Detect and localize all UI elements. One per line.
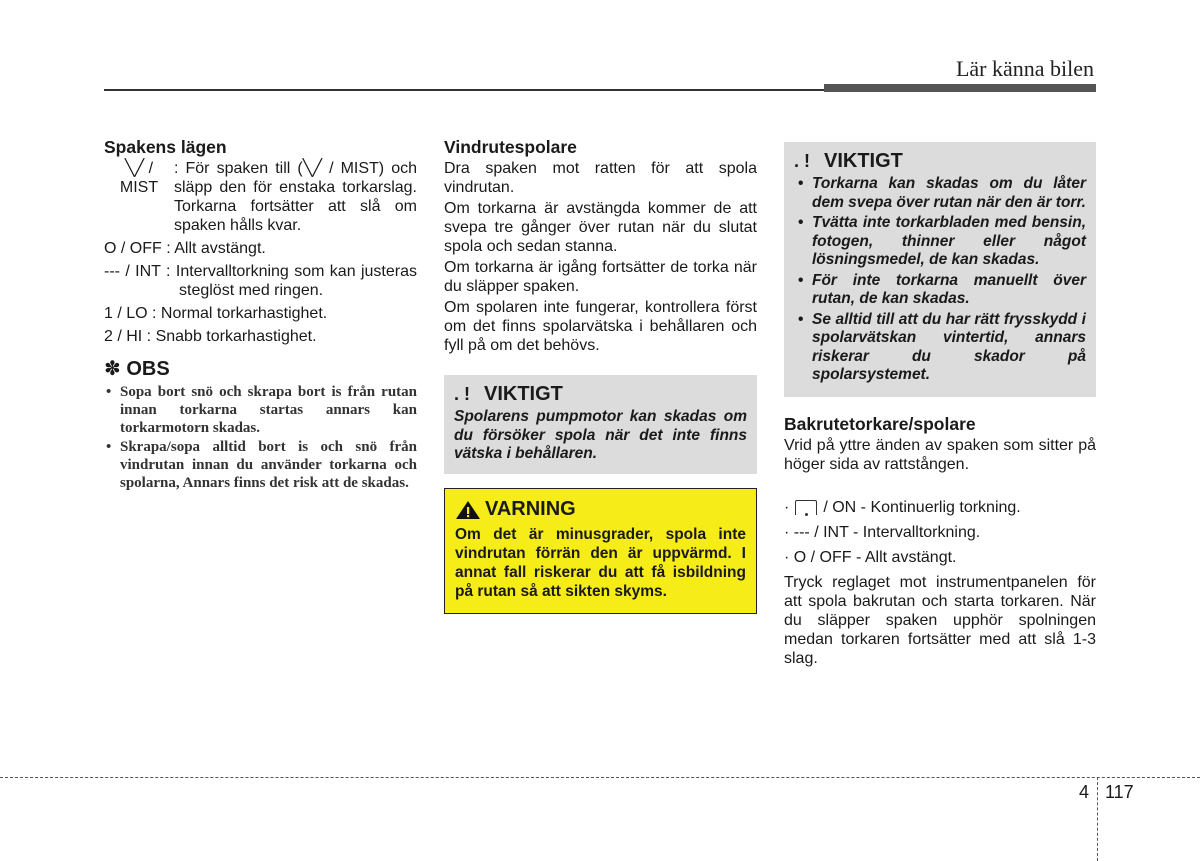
obs-title: ✽ OBS bbox=[104, 358, 170, 380]
obs-item: • Skrapa/sopa alltid bort is och snö från vindrutan innan du använder torkarna och spolarna, Annars finns det risk att de skadas. bbox=[104, 438, 417, 492]
viktigt-list bbox=[794, 175, 1086, 385]
footer-divider bbox=[0, 777, 1200, 778]
viktigt-item: • Tvätta inte torkarbladen med bensin, fotogen, thinner eller något lösningsmedel, de kan skadas. bbox=[794, 214, 1086, 270]
column-3 bbox=[784, 142, 1096, 670]
viktigt-title: VIKTIGT bbox=[824, 150, 903, 172]
hi-mode-line: 2 / HI : Snabb torkarhastighet. bbox=[104, 328, 317, 345]
washer-paragraph: Om spolaren inte fungerar, kontrollera först om det finns spolarvätska i behållaren och fyll på om det behövs. bbox=[444, 299, 757, 354]
on-mode-line: · / ON - Kontinuerlig torkning. bbox=[784, 498, 1021, 516]
viktigt-text: Spolarens pumpmotor kan skadas om du försöker spola när det inte finns vätska i behållaren. bbox=[454, 408, 747, 462]
off-mode-line: · O / OFF - Allt avstängt. bbox=[784, 548, 957, 566]
mist-symbol-icon: ╲╱ / bbox=[124, 160, 154, 177]
obs-item: • Sopa bort snö och skrapa bort is från rutan innan torkarna startas annars kan torkarmotorn skadas. bbox=[104, 383, 417, 437]
header-rule bbox=[104, 89, 824, 91]
varning-box bbox=[444, 488, 757, 614]
viktigt-box-pump bbox=[444, 375, 757, 474]
off-mode-line: O / OFF : Allt avstängt. bbox=[104, 240, 266, 257]
mist-mode-row bbox=[104, 159, 417, 235]
mist-label: MIST bbox=[119, 179, 159, 196]
viktigt-title: VIKTIGT bbox=[484, 383, 563, 405]
varning-title: VARNING bbox=[485, 498, 576, 520]
rear-wiper-icon bbox=[795, 500, 817, 515]
rear-wiper-outro: Tryck reglaget mot instrumentpanelen för att spola bakrutan och starta torkaren. När du släpper spaken upphör spolningen medan torkaren fortsätter med att slå 1-3 slag. bbox=[784, 573, 1096, 667]
header-bar bbox=[824, 84, 1096, 92]
viktigt-box-wipers bbox=[784, 142, 1096, 397]
chapter-number: 4 bbox=[1079, 782, 1090, 802]
viktigt-item: • Torkarna kan skadas om du låter dem svepa över rutan när den är torr. bbox=[794, 175, 1086, 212]
lever-positions-heading: Spakens lägen bbox=[104, 137, 227, 157]
page-header-title: Lär känna bilen bbox=[955, 56, 1094, 81]
lo-mode-line: 1 / LO : Normal torkarhastighet. bbox=[104, 305, 328, 322]
washer-paragraph: Om torkarna är igång fortsätter de torka när du släpper spaken. bbox=[444, 259, 757, 295]
page-number: 117 bbox=[1105, 782, 1134, 802]
footer-vertical-divider bbox=[1097, 777, 1098, 861]
mist-description: : För spaken till (╲╱ / MIST) och släpp den för enstaka torkarslag. Torkarna fortsätter att slå om spaken hålls kvar. bbox=[174, 160, 417, 234]
rear-wiper-heading: Bakrutetorkare/spolare bbox=[784, 413, 976, 434]
washer-paragraph: Dra spaken mot ratten för att spola vindrutan. bbox=[444, 160, 757, 196]
int-mode-line: · --- / INT - Intervalltorkning. bbox=[784, 523, 981, 541]
warning-triangle-icon bbox=[455, 499, 485, 521]
int-mode-line: --- / INT : Intervalltorkning som kan justeras steglöst med ringen. bbox=[104, 263, 417, 299]
column-1 bbox=[104, 138, 417, 493]
column-2 bbox=[444, 138, 757, 614]
rear-wiper-intro: Vrid på yttre änden av spaken som sitter på höger sida av rattstången. bbox=[784, 436, 1096, 473]
exclamation-icon: . ! bbox=[454, 384, 470, 404]
viktigt-item: • För inte torkarna manuellt över rutan, de kan skadas. bbox=[794, 272, 1086, 309]
washer-paragraph: Om torkarna är avstängda kommer de att svepa tre gånger över rutan när du slutat spola och sedan stanna. bbox=[444, 200, 757, 255]
viktigt-item: • Se alltid till att du har rätt frysskydd i spolarvätskan vintertid, annars riskerar du skador på spolarsystemet. bbox=[794, 311, 1086, 385]
washer-heading: Vindrutespolare bbox=[444, 137, 577, 157]
varning-text: Om det är minusgrader, spola inte vindrutan förrän den är uppvärmd. I annat fall riskerar du att få isbildning på rutan så att sikten skyms. bbox=[455, 525, 746, 600]
obs-list bbox=[104, 383, 417, 492]
exclamation-icon: . ! bbox=[794, 151, 810, 171]
